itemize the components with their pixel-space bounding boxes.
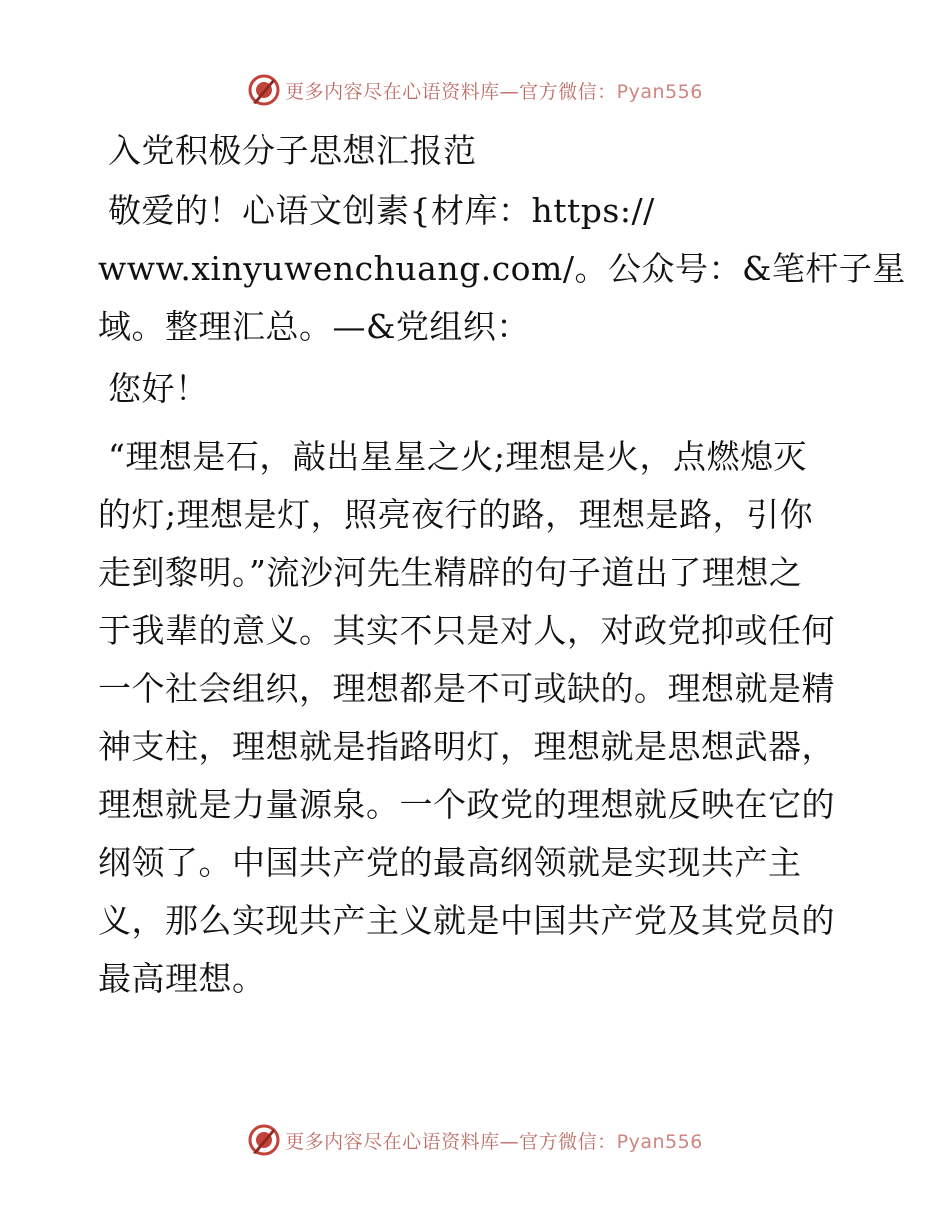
salutation-line: www.xinyuwenchuang.com/。公众号：&笔杆子星: [98, 249, 906, 288]
quill-seal-icon: [247, 1123, 281, 1157]
salutation-line: 敬爱的！心语文创素{材库：https://: [108, 191, 655, 230]
salutation: [98, 182, 906, 356]
header-banner-text: 更多内容尽在心语资料库—官方微信：Pyan556: [285, 80, 703, 103]
paragraph-line: 最高理想。: [98, 959, 266, 998]
header-banner: [0, 70, 950, 110]
paragraph-line: 义，那么实现共产主义就是中国共产党及其党员的: [98, 901, 835, 940]
paragraph-line: 理想就是力量源泉。一个政党的理想就反映在它的: [98, 785, 835, 824]
body-paragraph: [98, 428, 858, 1008]
footer-banner-text: 更多内容尽在心语资料库—官方微信：Pyan556: [285, 1130, 703, 1153]
footer-banner: [0, 1120, 950, 1160]
paragraph-line: 神支柱，理想就是指路明灯，理想就是思想武器，: [98, 727, 835, 766]
paragraph-line: 纲领了。中国共产党的最高纲领就是实现共产主: [98, 843, 802, 882]
paragraph-line: 走到黎明。”流沙河先生精辟的句子道出了理想之: [98, 553, 803, 592]
quill-seal-icon: [247, 73, 281, 107]
paragraph-line: 的灯;理想是灯，照亮夜行的路，理想是路，引你: [98, 495, 814, 534]
document-title: 入党积极分子思想汇报范: [108, 131, 477, 170]
greeting: 您好！: [108, 369, 209, 408]
paragraph-line: “理想是石，敲出星星之火;理想是火，点燃熄灭: [108, 437, 807, 476]
document-body: [98, 122, 906, 1008]
salutation-line: 域。整理汇总。—&党组织：: [98, 307, 530, 346]
paragraph-line: 一个社会组织，理想都是不可或缺的。理想就是精: [98, 669, 835, 708]
paragraph-line: 于我辈的意义。其实不只是对人，对政党抑或任何: [98, 611, 835, 650]
